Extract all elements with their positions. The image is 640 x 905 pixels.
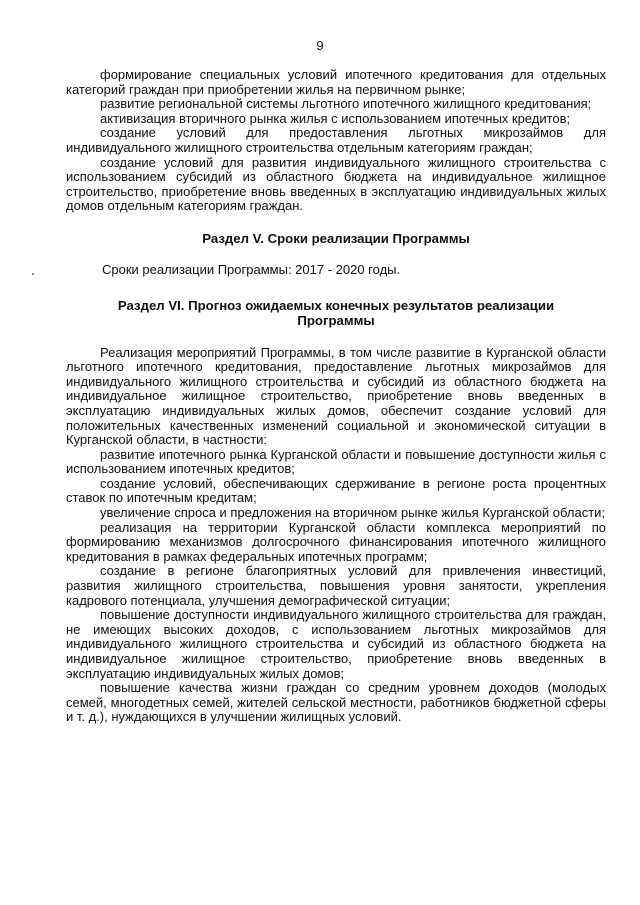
section-6-title: Раздел VI. Прогноз ожидаемых конечных результатов реализации Программы bbox=[117, 297, 555, 328]
list-item: формирование специальных условий ипотечного кредитования для отдельных категорий граждан при приобретении жилья на первичном рынке; bbox=[66, 67, 606, 97]
list-item: создание в регионе благоприятных условий для привлечения инвестиций, развития жилищного строительства, повышения уровня занятости, укрепления кадрового потенциала, улучшения демографической ситуации; bbox=[66, 563, 606, 608]
list-item: создание условий для развития индивидуального жилищного строительства с использованием субсидий из областного бюджета на индивидуальное жилищное строительство, приобретение вновь введенных в эксплуатацию индивидуальных жилых домов отдельным категориям граждан. bbox=[66, 154, 606, 214]
list-item: создание условий, обеспечивающих сдерживание в регионе роста процентных ставок по ипотечным кредитам; bbox=[66, 475, 606, 506]
section-5-title: Раздел V. Сроки реализации Программы bbox=[202, 230, 470, 246]
program-period-text: Сроки реализации Программы: 2017 - 2020 годы. bbox=[102, 261, 401, 277]
page-content bbox=[66, 68, 606, 725]
list-item: повышение доступности индивидуального жилищного строительства для граждан, не имеющих высоких доходов, с использованием льготных микрозаймов для индивидуального жилищного строительства и субсидий из областного бюджета на индивидуальное жилищное строительство, приобретение вновь введенных в эксплуатацию индивидуальных жилых домов; bbox=[66, 607, 606, 681]
list-item: активизация вторичного рынка жилья с использованием ипотечных кредитов; bbox=[100, 110, 571, 126]
list-item: развитие ипотечного рынка Курганской области и повышение доступности жилья с использованием ипотечных кредитов; bbox=[66, 446, 606, 477]
top-list bbox=[66, 68, 606, 214]
list-item: развитие региональной системы льготного ипотечного жилищного кредитования; bbox=[100, 96, 592, 112]
list-item: создание условий для предоставления льготных микрозаймов для индивидуального жилищного строительства отдельным категориям граждан; bbox=[66, 125, 606, 155]
list-item: реализация на территории Курганской области комплекса мероприятий по формированию механизмов долгосрочного финансирования ипотечного жилищного кредитования в рамках федеральных ипотечных программ; bbox=[66, 519, 606, 564]
list-item: увеличение спроса и предложения на вторичном рынке жилья Курганской области; bbox=[100, 505, 606, 521]
section-6-intro: Реализация мероприятий Программы, в том числе развитие в Курганской области льготного ипотечного кредитования, предоставление льготных микрозаймов для индивидуального жилищного строительства и субсидий из областного бюджета на индивидуальное жилищное строительство, приобретение вновь введенных в эксплуатацию индивидуальных жилых домов, обеспечит создание условий для положительных качественных изменений социальной и экономической ситуации в Курганской области, в частности: bbox=[66, 344, 606, 448]
list-item: повышение качества жизни граждан со средним уровнем доходов (молодых семей, многодетных семей, жителей сельской местности, работников бюджетной сферы и т. д.), нуждающихся в улучшении жилищных условий. bbox=[66, 680, 606, 725]
results-list bbox=[66, 448, 606, 725]
margin-mark bbox=[32, 273, 34, 275]
page-number: 9 bbox=[316, 38, 324, 53]
